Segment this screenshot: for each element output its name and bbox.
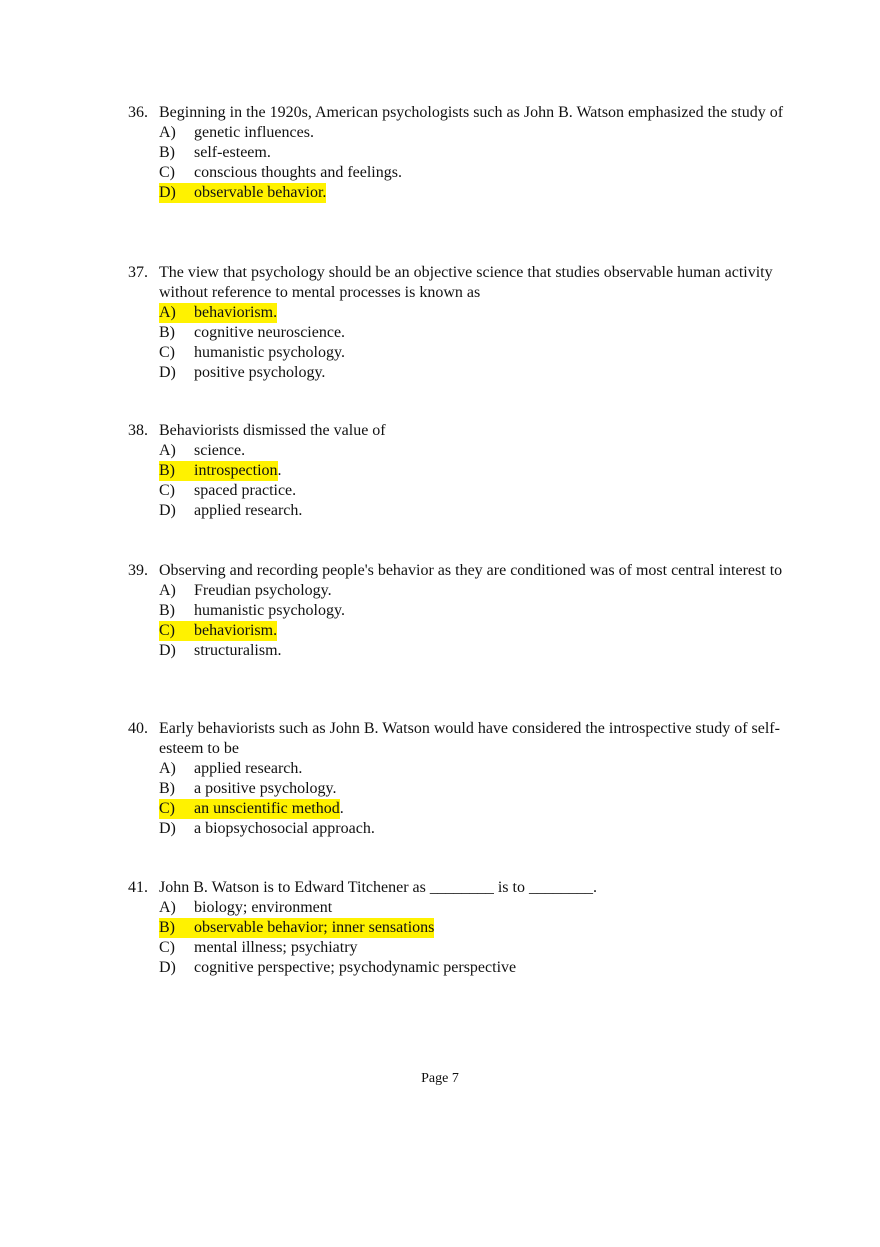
- choice-text: cognitive neuroscience.: [194, 324, 346, 341]
- choice-body: [159, 461, 278, 481]
- choice-text: positive psychology.: [194, 364, 326, 381]
- choice-letter: C): [159, 344, 175, 361]
- choice-d: [159, 501, 788, 521]
- choice-d: [159, 641, 788, 661]
- choice-letter: B): [159, 324, 175, 341]
- choice-body: [159, 183, 326, 203]
- question-36: [128, 103, 788, 203]
- choice-text: science.: [194, 442, 246, 459]
- choice-body: [159, 343, 345, 363]
- choice-body: [159, 481, 296, 501]
- choice-a: [159, 759, 788, 779]
- choice-a: [159, 898, 788, 918]
- choice-letter: B): [159, 780, 175, 797]
- choice-text: behaviorism.: [194, 622, 278, 639]
- choice-d: [159, 958, 788, 978]
- choice-a: [159, 581, 788, 601]
- choice-text: biology; environment: [194, 899, 333, 916]
- choice-b: [159, 779, 788, 799]
- choice-letter: D): [159, 959, 176, 976]
- choice-b-highlighted: [159, 461, 788, 481]
- choice-body: [159, 779, 337, 799]
- choice-body: [159, 759, 302, 779]
- choice-text: cognitive perspective; psychodynamic perspective: [194, 959, 517, 976]
- choice-body: [159, 163, 402, 183]
- choice-letter: C): [159, 939, 175, 956]
- choice-letter: D): [159, 364, 176, 381]
- choice-body: [159, 819, 375, 839]
- choice-text: applied research.: [194, 502, 303, 519]
- question-number: 40.: [128, 720, 148, 737]
- choice-letter: C): [159, 622, 175, 639]
- choice-body: [159, 441, 245, 461]
- choice-letter: A): [159, 899, 176, 916]
- choice-b: [159, 601, 788, 621]
- choice-text: humanistic psychology.: [194, 344, 345, 361]
- choice-body: [159, 641, 282, 661]
- choice-body: [159, 898, 332, 918]
- choice-text: behaviorism.: [194, 304, 278, 321]
- choice-body: [159, 601, 345, 621]
- choice-d-highlighted: [159, 183, 788, 203]
- choice-letter: C): [159, 800, 175, 817]
- choice-body: [159, 363, 325, 383]
- choice-text: genetic influences.: [194, 124, 314, 141]
- question-37: [128, 263, 788, 383]
- choice-c-highlighted: [159, 621, 788, 641]
- choice-body: [159, 958, 516, 978]
- question-39: [128, 561, 788, 661]
- choice-letter: A): [159, 760, 176, 777]
- question-number: 41.: [128, 879, 148, 896]
- choice-letter: B): [159, 602, 175, 619]
- question-number: 36.: [128, 104, 148, 121]
- question-stem: [128, 263, 788, 303]
- choice-text: observable behavior; inner sensations: [194, 919, 435, 936]
- choice-letter: C): [159, 482, 175, 499]
- choice-letter: A): [159, 304, 176, 321]
- choice-text: mental illness; psychiatry: [194, 939, 358, 956]
- choice-body: [159, 799, 340, 819]
- choice-c: [159, 163, 788, 183]
- choice-letter: C): [159, 164, 175, 181]
- choice-c-highlighted: [159, 799, 788, 819]
- question-text: Observing and recording people's behavior as they are conditioned was of most central interest to: [159, 562, 783, 579]
- choice-letter: D): [159, 184, 176, 201]
- choice-body: [159, 501, 302, 521]
- choice-a-highlighted: [159, 303, 788, 323]
- question-text: Beginning in the 1920s, American psychologists such as John B. Watson emphasized the study of: [159, 104, 784, 121]
- question-40: [128, 719, 788, 839]
- choice-text: a biopsychosocial approach.: [194, 820, 375, 837]
- question-stem: [128, 561, 788, 581]
- choice-body: [159, 323, 345, 343]
- question-stem: [128, 719, 788, 759]
- question-text: The view that psychology should be an objective science that studies observable human activity without reference to mental processes is known as: [159, 264, 773, 301]
- choice-letter: D): [159, 642, 176, 659]
- choice-text: observable behavior.: [194, 184, 327, 201]
- choice-letter: A): [159, 582, 176, 599]
- question-number: 37.: [128, 264, 148, 281]
- question-text: Early behaviorists such as John B. Watson would have considered the introspective study of self-esteem to be: [159, 720, 780, 757]
- choice-letter: B): [159, 919, 175, 936]
- question-stem: [128, 878, 788, 898]
- choice-body: [159, 621, 277, 641]
- choice-letter: D): [159, 502, 176, 519]
- choice-letter: B): [159, 462, 175, 479]
- question-38: [128, 421, 788, 521]
- question-number: 39.: [128, 562, 148, 579]
- question-number: 38.: [128, 422, 148, 439]
- choice-b: [159, 323, 788, 343]
- choice-body: [159, 143, 271, 163]
- choice-body: [159, 938, 358, 958]
- question-41: [128, 878, 788, 978]
- choice-letter: B): [159, 144, 175, 161]
- choice-b: [159, 143, 788, 163]
- choice-letter: D): [159, 820, 176, 837]
- choice-text: an unscientific method: [194, 800, 340, 817]
- choice-text: applied research.: [194, 760, 303, 777]
- choice-text: Freudian psychology.: [194, 582, 332, 599]
- choice-text: a positive psychology.: [194, 780, 337, 797]
- choice-text: spaced practice.: [194, 482, 297, 499]
- question-text: John B. Watson is to Edward Titchener as ________ is to ________.: [159, 879, 597, 896]
- choice-a: [159, 441, 788, 461]
- choice-body: [159, 123, 314, 143]
- choice-trailing: .: [277, 462, 282, 479]
- choice-body: [159, 581, 332, 601]
- choice-d: [159, 363, 788, 383]
- choice-c: [159, 481, 788, 501]
- question-text: Behaviorists dismissed the value of: [159, 422, 386, 439]
- choice-c: [159, 343, 788, 363]
- choice-text: self-esteem.: [194, 144, 271, 161]
- choice-text: conscious thoughts and feelings.: [194, 164, 402, 181]
- question-stem: [128, 103, 788, 123]
- choice-trailing: .: [339, 800, 344, 817]
- choice-d: [159, 819, 788, 839]
- choice-c: [159, 938, 788, 958]
- page-number: Page 7: [421, 1071, 459, 1086]
- choice-text: introspection: [194, 462, 278, 479]
- question-stem: [128, 421, 788, 441]
- choice-text: humanistic psychology.: [194, 602, 345, 619]
- choice-text: structuralism.: [194, 642, 282, 659]
- choice-b-highlighted: [159, 918, 788, 938]
- choice-body: [159, 303, 277, 323]
- choice-letter: A): [159, 124, 176, 141]
- choice-letter: A): [159, 442, 176, 459]
- choice-body: [159, 918, 434, 938]
- choice-a: [159, 123, 788, 143]
